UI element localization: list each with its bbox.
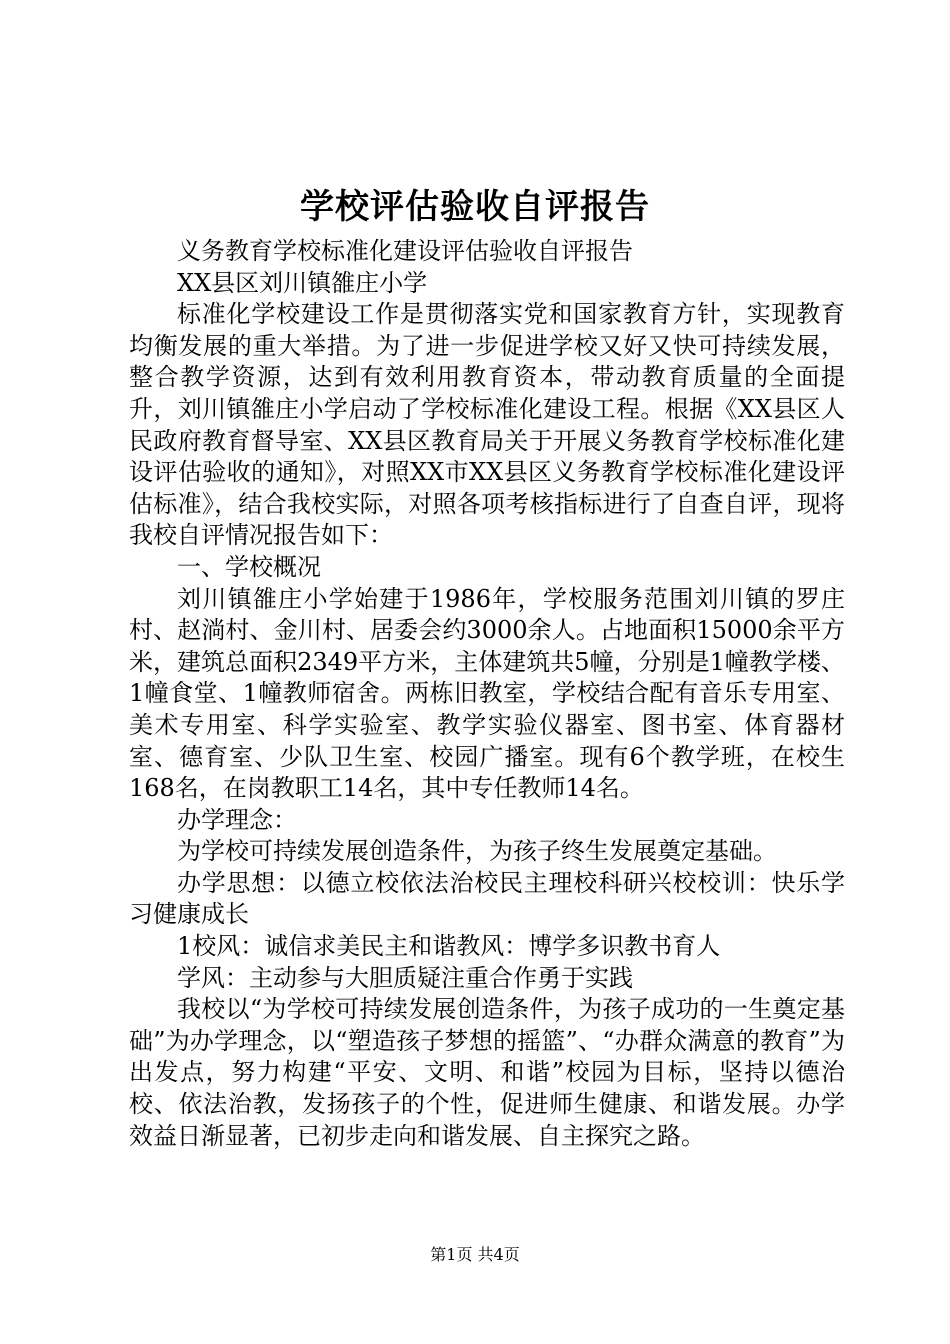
- school-name-paragraph: XX县区刘川镇雒庄小学: [177, 268, 428, 297]
- philosophy-label: 办学理念：: [177, 805, 297, 834]
- overview-paragraph: 刘川镇雒庄小学始建于1986年，学校服务范围刘川镇的罗庄村、赵淌村、金川村、居委会约3000余人。占地面积15000余平方米，建筑总面积2349平方米，主体建筑共5幢，分别是1幢教学楼、1幢食堂、1幢教师宿舍。两栋旧教室，学校结合配有音乐专用室、美术专用室、科学实验室、教学实验仪器室、图书室、体育器材室、德育室、少队卫生室、校园广播室。现有6个教学班，在校生168名，在岗教职工14名，其中专任教师14名。: [129, 584, 845, 803]
- ideology-paragraph: 办学思想：以德立校依法治校民主理校科研兴校校训：快乐学习健康成长: [129, 868, 845, 929]
- section-heading: 一、学校概况: [177, 552, 321, 581]
- subtitle-paragraph: 义务教育学校标准化建设评估验收自评报告: [177, 237, 633, 265]
- study-style-paragraph: 学风：主动参与大胆质疑注重合作勇于实践: [177, 963, 633, 992]
- intro-paragraph: 标准化学校建设工作是贯彻落实党和国家教育方针，实现教育均衡发展的重大举措。为了进一步促进学校又好又快可持续发展，整合教学资源，达到有效利用教育资本，带动教育质量的全面提升，刘川镇雒庄小学启动了学校标准化建设工程。根据《XX县区人民政府教育督导室、XX县区教育局关于开展义务教育学校标准化建设评估验收的通知》，对照XX市XX县区义务教育学校标准化建设评估标准》，结合我校实际，对照各项考核指标进行了自查自评，现将我校自评情况报告如下：: [129, 300, 845, 550]
- philosophy-paragraph: 为学校可持续发展创造条件，为孩子终生发展奠定基础。: [177, 837, 777, 866]
- page-footer: 第1页 共4页: [430, 1245, 520, 1264]
- summary-paragraph: 我校以“为学校可持续发展创造条件，为孩子成功的一生奠定基础”为办学理念，以“塑造孩子梦想的摇篮”、“办群众满意的教育”为出发点，努力构建“平安、文明、和谐”校园为目标，坚持以德治校、依法治教，发扬孩子的个性，促进师生健康、和谐发展。办学效益日渐显著，已初步走向和谐发展、自主探究之路。: [129, 995, 845, 1150]
- school-style-paragraph: 1校风：诚信求美民主和谐教风：博学多识教书育人: [177, 932, 721, 961]
- document-title: 学校评估验收自评报告: [300, 187, 650, 227]
- document-body: [129, 236, 845, 1152]
